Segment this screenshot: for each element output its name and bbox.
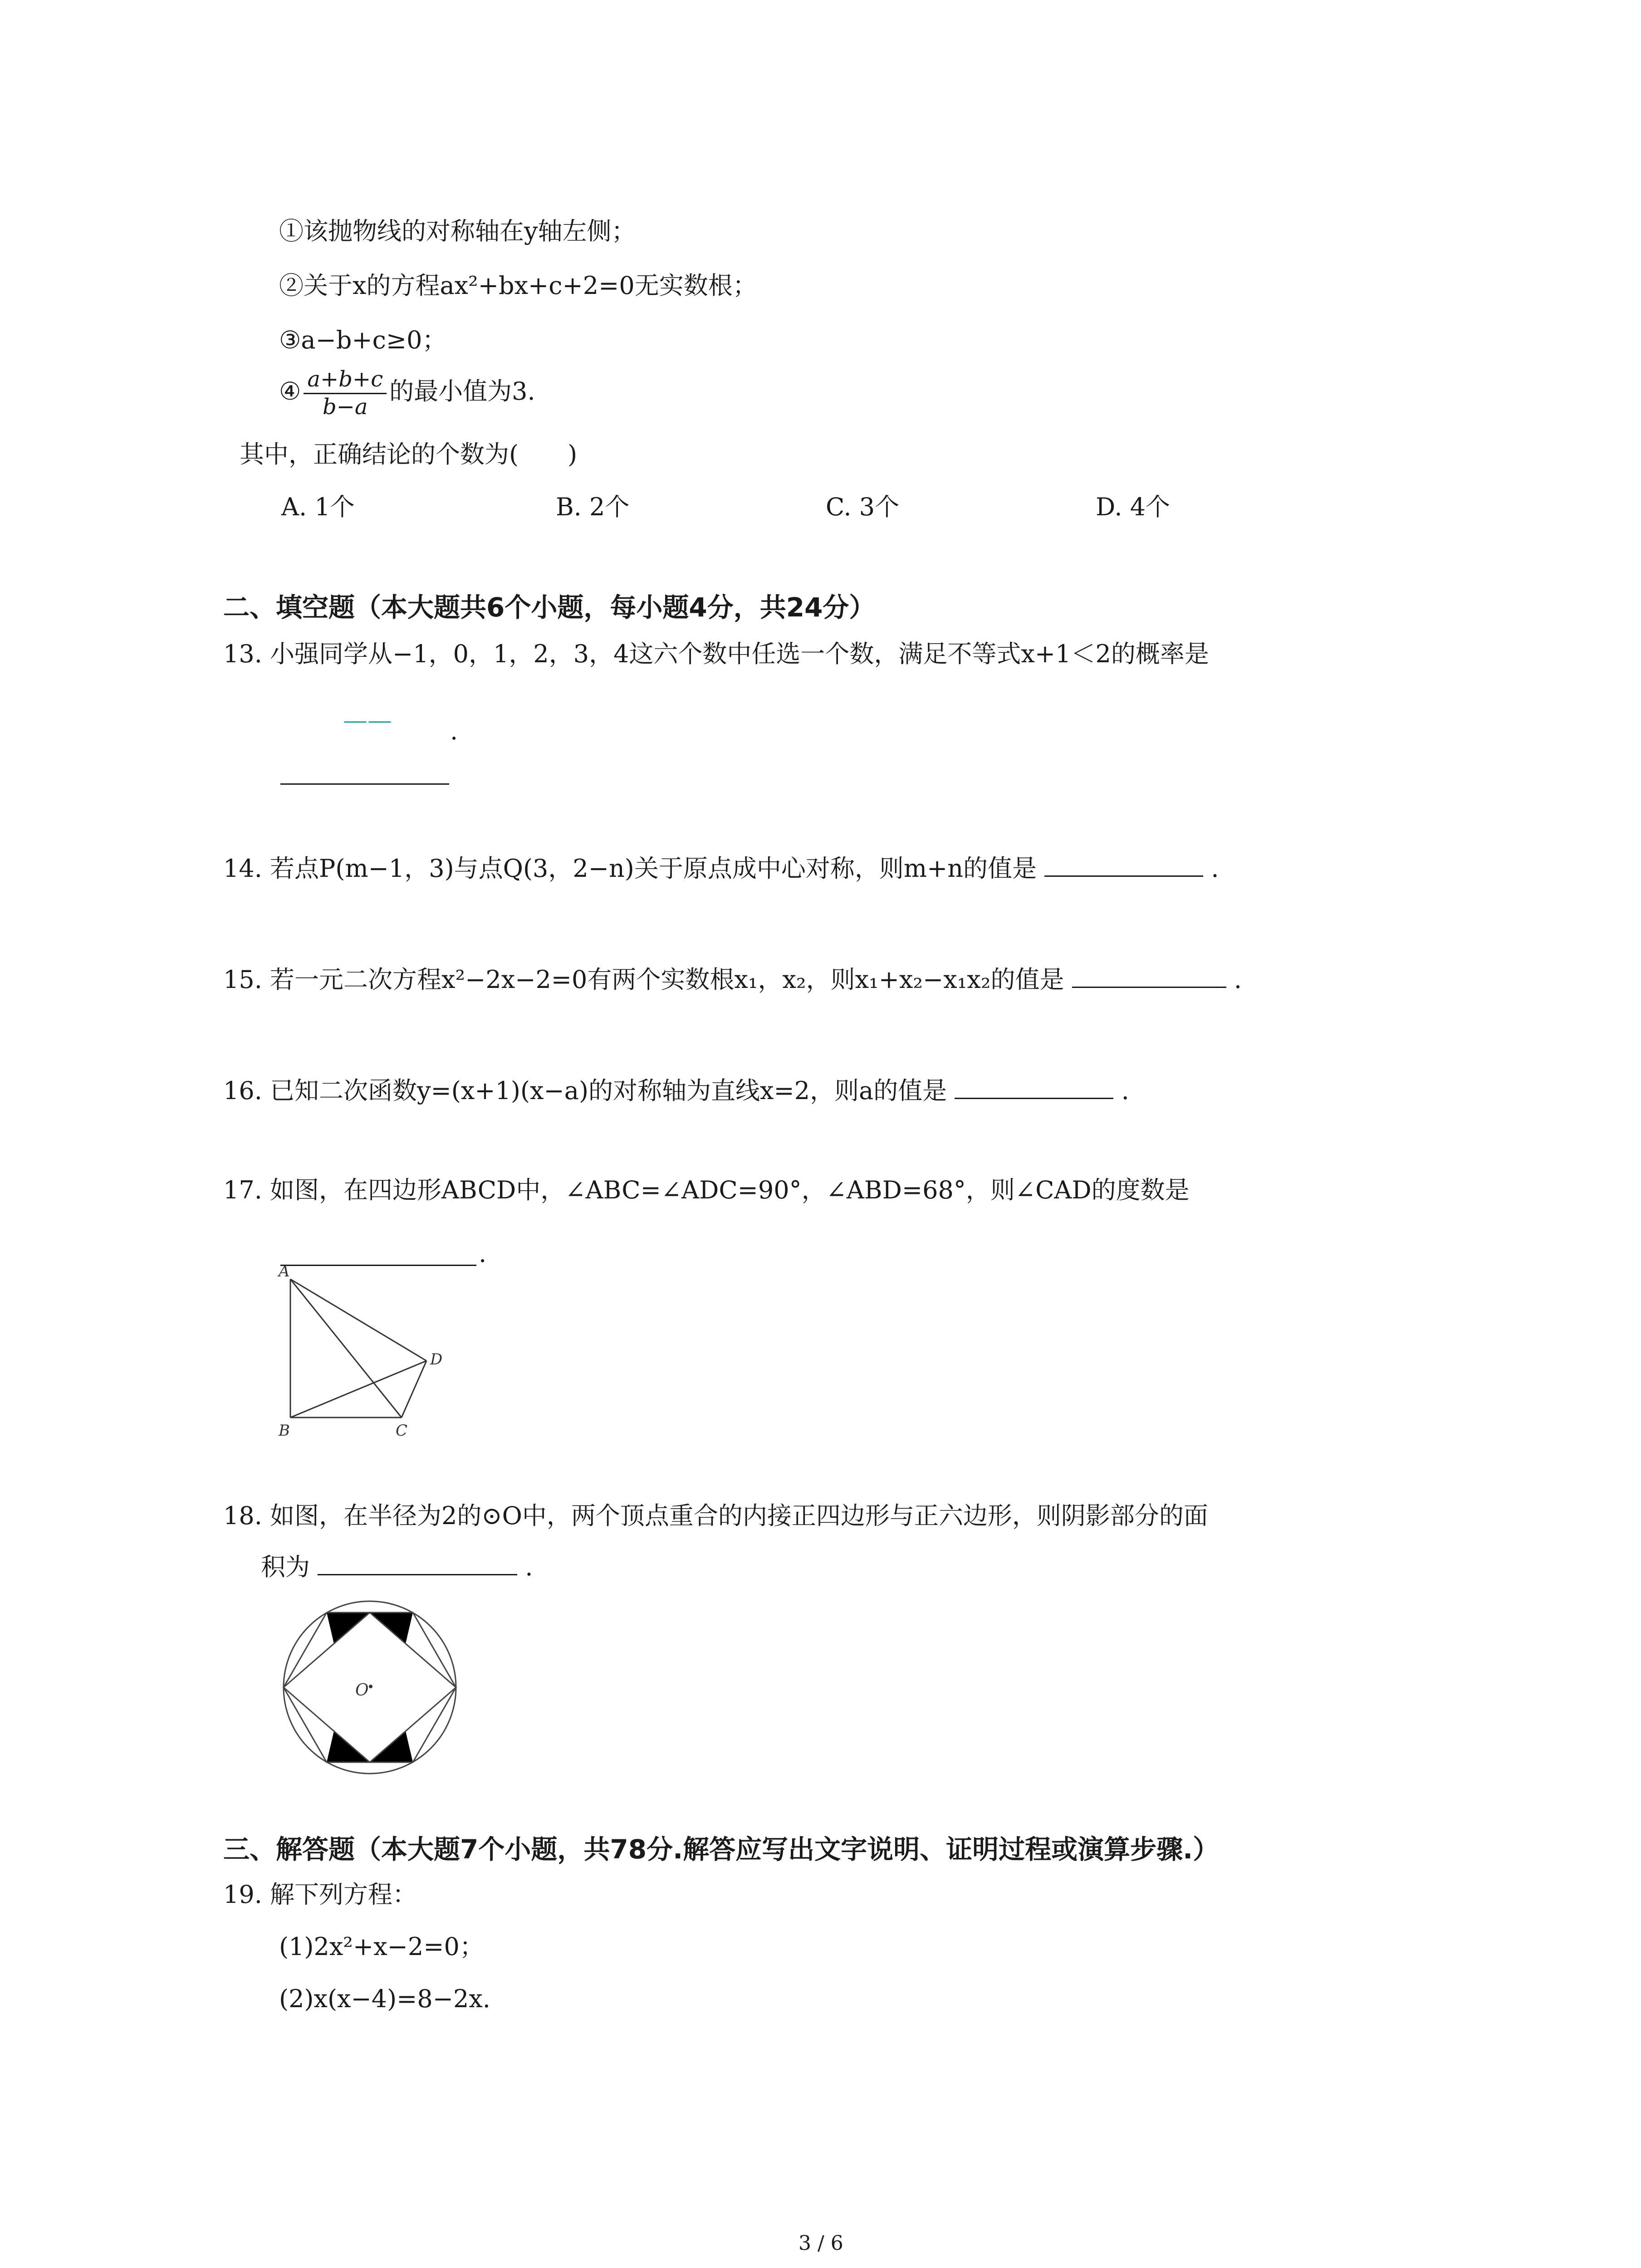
q19-text: 19. 解下列方程： [223, 1880, 417, 1909]
q13-answer-blank[interactable] [280, 783, 449, 785]
q12-statement-4 [279, 367, 535, 420]
q12-s4-suffix: 的最小值为3. [389, 377, 535, 406]
q17-period: . [479, 1239, 487, 1268]
q12-statement-2: ②关于x的方程ax²+bx+c+2=0无实数根； [279, 271, 757, 300]
q18-circle-figure [274, 1592, 465, 1783]
q13-text: 13. 小强同学从−1，0，1，2，3，4这六个数中任选一个数，满足不等式x+1＜2的概率是 [223, 640, 1209, 668]
label-d: D [430, 1350, 443, 1369]
q16-text: 16. 已知二次函数y=(x+1)(x−a)的对称轴为直线x=2，则a的值是 [223, 1076, 947, 1105]
diagonal-ac [290, 1279, 402, 1418]
page-number: 3 / 6 [798, 2232, 843, 2255]
q18-text-2: 积为 [261, 1553, 310, 1581]
q13-answer-fraction: —— [343, 706, 392, 734]
q19-part-1: (1)2x²+x−2=0； [279, 1932, 484, 1961]
q12-fraction-denominator: b−a [322, 394, 368, 420]
q14-text: 14. 若点P(m−1，3)与点Q(3，2−n)关于原点成中心对称，则m+n的值是 [223, 854, 1037, 883]
q12-statement-1: ①该抛物线的对称轴在y轴左侧； [279, 217, 636, 245]
q12-option-d: D. 4个 [1096, 493, 1171, 521]
q16-period: . [1121, 1076, 1129, 1105]
q16-line [223, 1075, 1129, 1106]
q15-line [223, 964, 1242, 995]
label-b: B [279, 1422, 290, 1440]
q17-quadrilateral-figure [272, 1266, 463, 1447]
q14-line [223, 853, 1219, 884]
q12-option-c: C. 3个 [826, 493, 900, 521]
center-point [369, 1685, 372, 1688]
edge-ad [290, 1279, 426, 1361]
q14-answer-blank[interactable] [1044, 853, 1203, 877]
q12-fraction [304, 367, 387, 420]
q12-option-b: B. 2个 [556, 493, 630, 521]
center-label-o: O [355, 1681, 369, 1700]
section-3-title: 三、解答题（本大题7个小题，共78分.解答应写出文字说明、证明过程或演算步骤.） [223, 1834, 1220, 1865]
q15-period: . [1234, 965, 1242, 994]
section-2-title: 二、填空题（本大题共6个小题，每小题4分，共24分） [223, 592, 876, 623]
q16-answer-blank[interactable] [955, 1075, 1113, 1099]
label-c: C [396, 1422, 408, 1440]
q12-option-a: A. 1个 [281, 493, 355, 521]
q12-s4-prefix: ④ [279, 377, 301, 406]
diagonal-bd [290, 1361, 426, 1418]
q12-statement-3: ③a−b+c≥0； [279, 326, 447, 354]
q17-text: 17. 如图，在四边形ABCD中，∠ABC=∠ADC=90°，∠ABD=68°，则∠CAD的度数是 [223, 1176, 1190, 1204]
q19-part-2: (2)x(x−4)=8−2x. [279, 1984, 490, 2013]
q13-period: . [450, 717, 458, 745]
q18-answer-blank[interactable] [318, 1551, 517, 1575]
q18-period: . [525, 1553, 533, 1581]
q18-line-1: 18. 如图，在半径为2的⊙O中，两个顶点重合的内接正四边形与正六边形，则阴影部分的面 [223, 1501, 1208, 1530]
label-a: A [279, 1266, 290, 1281]
q12-fraction-numerator: a+b+c [304, 367, 387, 394]
q18-line-2 [261, 1551, 533, 1582]
q14-period: . [1211, 854, 1219, 883]
q15-text: 15. 若一元二次方程x²−2x−2=0有两个实数根x₁，x₂，则x₁+x₂−x₁x₂的值是 [223, 965, 1064, 994]
q15-answer-blank[interactable] [1072, 964, 1226, 988]
q12-question: 其中，正确结论的个数为( ) [240, 440, 578, 469]
